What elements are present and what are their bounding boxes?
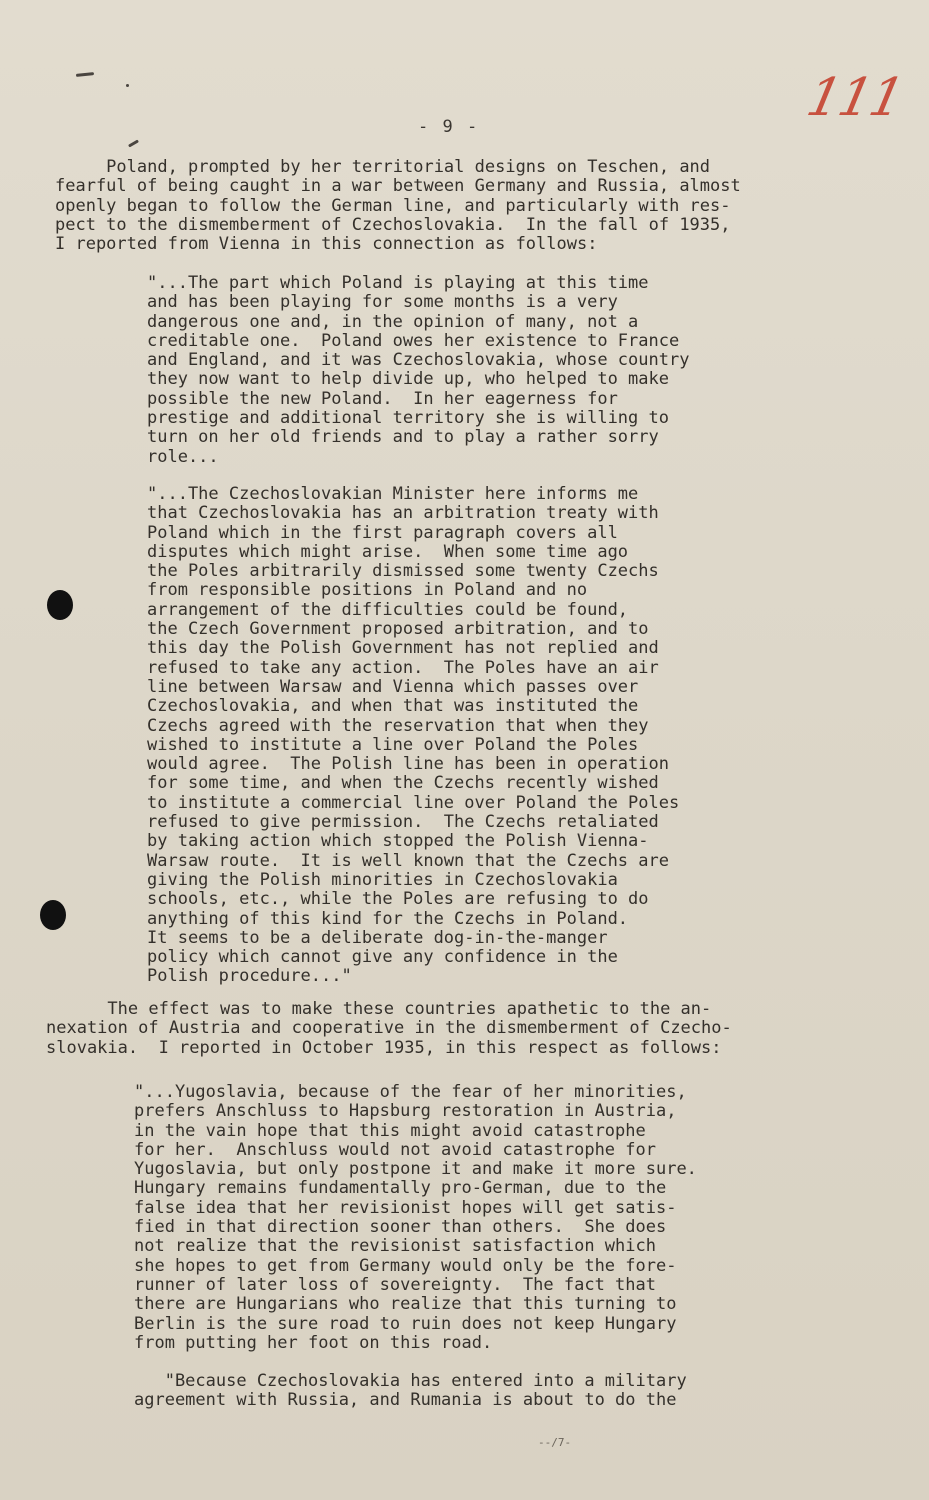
page-number: - 9 - — [418, 117, 480, 137]
punch-hole-lower — [40, 900, 66, 930]
paragraph-effect: The effect was to make these countries apathetic to the an- nexation of Austria and cooperative in the dismemberment of Czecho- slovakia. I reported in October 1935, in this respect as follows: — [46, 999, 732, 1058]
ink-speck — [128, 139, 139, 147]
quote-poland-role: "...The part which Poland is playing at this time and has been playing for some months is a very dangerous one and, in the opinion of many, not a creditable one. Poland owes her existence to France and England, and it was Czechoslovakia, whose country they now want to help divide up, who helped to make possible the new Poland. In her eagerness for prestige and additional territory she is willing to turn on her old friends and to play a rather sorry role... — [147, 273, 690, 467]
punch-hole-upper — [47, 590, 73, 620]
handwritten-folio-number: 111 — [801, 68, 908, 128]
ink-speck — [76, 72, 94, 77]
quote-czechoslovakia-russia: "Because Czechoslovakia has entered into a military agreement with Russia, and Rumania is about to do the — [134, 1371, 687, 1411]
footer-mark: --/7- — [538, 1436, 572, 1449]
quote-yugoslavia-hungary: "...Yugoslavia, because of the fear of her minorities, prefers Anschluss to Hapsburg restoration in Austria, in the vain hope that this might avoid catastrophe for her. Anschluss would not avoid catastrophe for Yugoslavia, but only postpone it and make it more sure. Hungary remains fundamentally pro-German, due to the false idea that her revisionist hopes will get satis- fied in that direction sooner than others. She does not realize that the revisionist satisfaction which she hopes to get from Germany would only be the fore- runner of later loss of sovereignty. The fact that there are Hungarians who realize that this turning to Berlin is the sure road to ruin does not keep Hungary from putting her foot on this road. — [134, 1082, 697, 1353]
ink-speck — [126, 84, 129, 87]
quote-czechoslovakian-minister: "...The Czechoslovakian Minister here informs me that Czechoslovakia has an arbitration treaty with Poland which in the first paragraph covers all disputes which might arise. When some time ago the Poles arbitrarily dismissed some twenty Czechs from responsible positions in Poland and no arrangement of the difficulties could be found, the Czech Government proposed arbitration, and to this day the Polish Government has not replied and refused to take any action. The Poles have an air line between Warsaw and Vienna which passes over Czechoslovakia, and when that was instituted the Czechs agreed with the reservation that when they wished to institute a line over Poland the Poles would agree. The Polish line has been in operation for some time, and when the Czechs recently wished to institute a commercial line over Poland the Poles refused to give permission. The Czechs retaliated by taking action which stopped the Polish Vienna- Warsaw route. It is well known that the Czechs are giving the Polish minorities in Czechoslovakia schools, etc., while the Poles are refusing to do anything of this kind for the Czechs in Poland. It seems to be a deliberate dog-in-the-manger policy which cannot give any confidence in the Polish procedure..." — [147, 484, 680, 987]
paragraph-poland-intro: Poland, prompted by her territorial designs on Teschen, and fearful of being caught in a war between Germany and Russia, almost openly began to follow the German line, and particularly with res- pect to the dismemberment of Czechoslovakia. In the fall of 1935, I reported from Vienna in this connection as follows: — [55, 157, 741, 255]
